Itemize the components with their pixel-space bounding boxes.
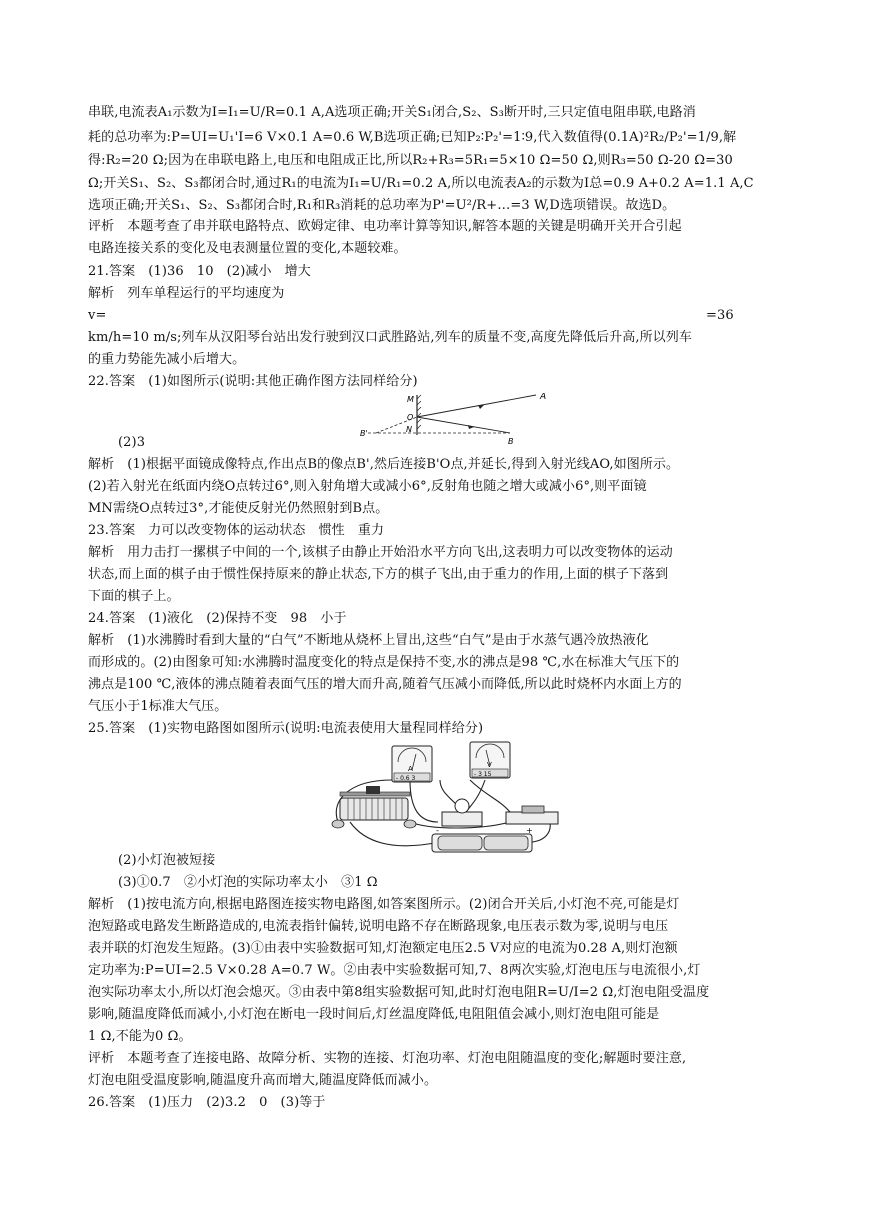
analysis-24-line-4: 气压小于1标准大气压。 xyxy=(88,699,228,714)
battery-plus-label: + xyxy=(526,826,533,835)
voltmeter-scale: - 3 15 xyxy=(474,771,492,778)
incident-ray xyxy=(417,395,536,417)
answer-25: 25.答案 (1)实物电路图如图所示(说明:电流表使用大量程同样给分) xyxy=(88,721,484,736)
label-m: M xyxy=(407,395,414,404)
reflected-ray xyxy=(417,417,510,433)
voltmeter xyxy=(470,742,510,778)
analysis-25-line-1: 解析 (1)按电流方向,根据电路图连接实物电路图,如答案图所示。(2)闭合开关后,小灯泡不亮,可能是灯 xyxy=(88,897,680,912)
analysis-25-line-2: 泡短路或电路发生断路造成的,电流表指针偏转,说明电路不存在断路现象,电压表示数为零,说明与电压 xyxy=(88,919,669,934)
text-line-4: Ω;开关S₁、S₂、S₃都闭合时,通过R₁的电流为I₁=U/R₁=0.2 A,所以电流表A₂的示数为I总=0.9 A+0.2 A=1.1 A,C xyxy=(88,176,754,191)
voltmeter-label: V xyxy=(487,761,492,769)
answer-23: 23.答案 力可以改变物体的运动状态 惯性 重力 xyxy=(88,523,385,538)
label-a: A xyxy=(540,393,547,402)
answer-25-part-3: (3)①0.7 ②小灯泡的实际功率太小 ③1 Ω xyxy=(118,875,378,890)
analysis-23-line-1: 解析 用力击打一摞棋子中间的一个,该棋子由静止开始沿水平方向飞出,这表明力可以改变物体的运动 xyxy=(88,545,673,560)
analysis-24-line-3: 沸点是100 ℃,液体的沸点随着表面气压的增大而升高,随着气压减小而降低,所以此时烧杯内水面上方的 xyxy=(88,677,682,692)
text-line-1: 串联,电流表A₁示数为I=I₁=U/R=0.1 A,A选项正确;开关S₁闭合,S₂、S₃断开时,三只定值电阻串联,电路消 xyxy=(88,105,696,120)
label-n: N xyxy=(406,425,412,434)
velocity-formula-left: v= xyxy=(88,308,107,323)
ammeter-label: A xyxy=(408,765,413,773)
analysis-25-line-4: 定功率为:P=UI=2.5 V×0.28 A=0.7 W。②由表中实验数据可知,7、8两次实验,灯泡电压与电流很小,灯 xyxy=(88,963,701,978)
analysis-21-line-2: km/h=10 m/s;列车从汉阳琴台站出发行驶到汉口武胜路站,列车的质量不变,高度先降低后升高,所以列车 xyxy=(88,330,692,345)
analysis-22-line-3: MN需绕O点转过3°,才能使反射光仍然照射到B点。 xyxy=(88,501,389,516)
answer-24: 24.答案 (1)液化 (2)保持不变 98 小于 xyxy=(88,611,347,626)
bulb-holder xyxy=(442,799,482,826)
commentary-line-1: 评析 本题考查了串并联电路特点、欧姆定律、电功率计算等知识,解答本题的关键是明确开关开合引起 xyxy=(88,219,682,234)
battery-pack xyxy=(432,826,533,852)
battery-minus-label: - xyxy=(436,826,439,835)
ammeter xyxy=(392,746,432,782)
velocity-formula-right: =36 xyxy=(706,308,734,323)
text-line-2: 耗的总功率为:P=UI=U₁'I=6 V×0.1 A=0.6 W,B选项正确;已知P₂∶P₂'=1∶9,代入数值得(0.1A)²R₂/P₂'=1/9,解 xyxy=(88,130,737,145)
ammeter-scale: - 0.6 3 xyxy=(396,775,416,782)
answer-26: 26.答案 (1)压力 (2)3.2 0 (3)等于 xyxy=(88,1095,326,1110)
label-o: O xyxy=(407,413,414,422)
analysis-25-line-6: 影响,随温度降低而减小,小灯泡在断电一段时间后,灯丝温度降低,电阻阻值会减小,则灯泡电阻可能是 xyxy=(88,1007,660,1022)
answer-22-part-2: (2)3 xyxy=(118,435,146,450)
analysis-25-line-7: 1 Ω,不能为0 Ω。 xyxy=(88,1029,192,1044)
analysis-24-line-2: 而形成的。(2)由图象可知:水沸腾时温度变化的特点是保持不变,水的沸点是98 ℃,水在标准大气压下的 xyxy=(88,655,680,670)
text-line-5: 选项正确;开关S₁、S₂、S₃都闭合时,R₁和R₃消耗的总功率为P'=U²/R+…=3 W,D选项错误。故选D。 xyxy=(88,198,676,213)
answer-25-part-2: (2)小灯泡被短接 xyxy=(118,853,216,868)
analysis-22-line-1: 解析 (1)根据平面镜成像特点,作出点B的像点B',然后连接B'O点,并延长,得到入射光线AO,如图所示。 xyxy=(88,457,680,472)
mirror-hatching xyxy=(417,395,421,429)
answer-22: 22.答案 (1)如图所示(说明:其他正确作图方法同样给分) xyxy=(88,374,418,389)
circuit-figure xyxy=(310,740,570,855)
commentary-25-line-2: 灯泡电阻受温度影响,随温度升高而增大,随温度降低而减小。 xyxy=(88,1073,438,1088)
reflected-arrow xyxy=(468,425,474,429)
analysis-21-line-3: 的重力势能先减小后增大。 xyxy=(88,352,246,367)
incident-arrow xyxy=(478,405,484,409)
label-b: B xyxy=(508,437,514,446)
analysis-21-line-1: 解析 列车单程运行的平均速度为 xyxy=(88,286,285,301)
analysis-24-line-1: 解析 (1)水沸腾时看到大量的“白气”不断地从烧杯上冒出,这些“白气”是由于水蒸气遇冷放热液化 xyxy=(88,633,649,648)
label-b-prime: B' xyxy=(360,429,368,438)
analysis-23-line-2: 状态,而上面的棋子由于惯性保持原来的静止状态,下方的棋子飞出,由于重力的作用,上面的棋子下落到 xyxy=(88,567,669,582)
analysis-25-line-5: 泡实际功率太小,所以灯泡会熄灭。③由表中第8组实验数据可知,此时灯泡电阻R=U/I=2 Ω,灯泡电阻受温度 xyxy=(88,985,710,1000)
rheostat xyxy=(332,786,416,828)
analysis-23-line-3: 下面的棋子上。 xyxy=(88,589,180,604)
switch xyxy=(506,806,558,824)
commentary-line-2: 电路连接关系的变化及电表测量位置的变化,本题较难。 xyxy=(88,241,407,256)
commentary-25-line-1: 评析 本题考查了连接电路、故障分析、实物的连接、灯泡功率、灯泡电阻随温度的变化;解题时要注意, xyxy=(88,1051,687,1066)
text-line-3: 得:R₂=20 Ω;因为在串联电路上,电压和电阻成正比,所以R₂+R₃=5R₁=5×10 Ω=50 Ω,则R₃=50 Ω-20 Ω=30 xyxy=(88,153,733,168)
answer-21: 21.答案 (1)36 10 (2)减小 增大 xyxy=(88,264,311,279)
analysis-25-line-3: 表并联的灯泡发生短路。(3)①由表中实验数据可知,灯泡额定电压2.5 V对应的电流为0.28 A,则灯泡额 xyxy=(88,941,678,956)
analysis-22-line-2: (2)若入射光在纸面内绕O点转过6°,则入射角增大或减小6°,反射角也随之增大或减小6°,则平面镜 xyxy=(88,479,647,494)
